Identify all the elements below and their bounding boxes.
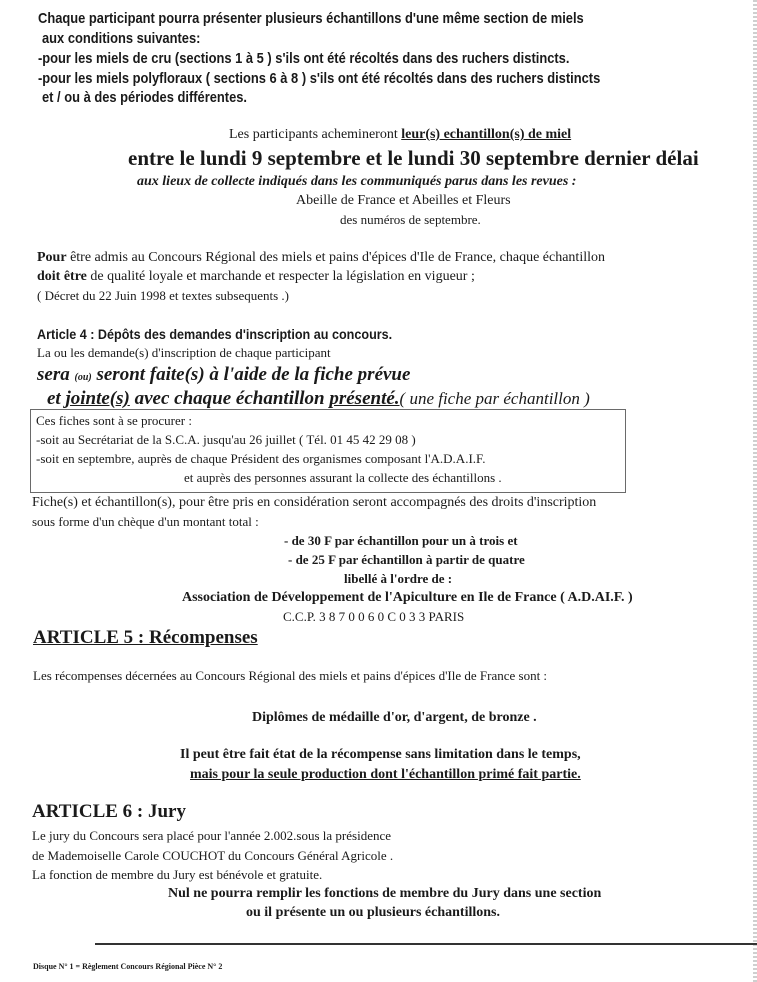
footer-divider bbox=[95, 943, 757, 945]
box-line-3: -soit en septembre, auprès de chaque Président des organismes composant l'A.D.A.I.F. bbox=[36, 451, 486, 466]
article-6-line-1: Le jury du Concours sera placé pour l'année 2.002.sous la présidence bbox=[32, 828, 392, 843]
admission-text-2: de qualité loyale et marchande et respecter la législation en vigueur ; bbox=[86, 269, 475, 284]
article-5-diplomas: Diplômes de médaille d'or, d'argent, de bronze . bbox=[252, 710, 537, 725]
delivery-prefix: Les participants achemineront bbox=[229, 127, 402, 142]
ccp-number: C.C.P. 3 8 7 0 0 6 0 C 0 3 3 PARIS bbox=[283, 609, 465, 624]
intro-line-4: -pour les miels polyfloraux ( sections 6 à 8 ) s'ils ont été récoltés dans des ruchers distincts bbox=[38, 70, 601, 87]
fee-2: - de 25 F par échantillon à partir de quatre bbox=[288, 552, 525, 567]
fees-line-2: sous forme d'un chèque d'un montant total : bbox=[32, 514, 259, 529]
admission-line-2 bbox=[37, 269, 475, 285]
box-line-4: et auprès des personnes assurant la collecte des échantillons . bbox=[184, 470, 502, 485]
big1-ou: (ou) bbox=[74, 372, 92, 383]
page-footer: Disque N° 1 = Règlement Concours Régional Pièce N° 2 bbox=[33, 962, 223, 971]
big2-presente: présenté. bbox=[329, 388, 400, 409]
association-name: Association de Développement de l'Apiculture en Ile de France ( A.D.AI.F. ) bbox=[182, 590, 633, 605]
article-4-big-line-1 bbox=[37, 364, 410, 386]
big2-a: et bbox=[47, 388, 66, 409]
admission-text-1: être admis au Concours Régional des miels et pains d'épices d'Ile de France, chaque échantillon bbox=[66, 250, 605, 265]
big2-note: ( une fiche par échantillon ) bbox=[399, 389, 590, 408]
big2-jointe: jointe(s) bbox=[65, 388, 130, 409]
big1-a: sera bbox=[37, 364, 75, 385]
intro-line-5: et / ou à des périodes différentes. bbox=[42, 89, 248, 106]
article-6-title: ARTICLE 6 : Jury bbox=[32, 801, 186, 822]
article-6-line-2: de Mademoiselle Carole COUCHOT du Concours Général Agricole . bbox=[32, 848, 394, 863]
article-5-note-1: Il peut être fait état de la récompense sans limitation dans le temps, bbox=[180, 747, 581, 762]
article-5-title: ARTICLE 5 : Récompenses bbox=[33, 627, 258, 648]
delivery-journals: Abeille de France et Abeilles et Fleurs bbox=[296, 193, 511, 208]
delivery-intro bbox=[229, 127, 571, 143]
fees-line-1: Fiche(s) et échantillon(s), pour être pris en considération seront accompagnés des droits d'inscription bbox=[32, 495, 597, 510]
delivery-places: aux lieux de collecte indiqués dans les communiqués parus dans les revues : bbox=[137, 174, 577, 189]
article-6-rule-1: Nul ne pourra remplir les fonctions de membre du Jury dans une section bbox=[168, 886, 602, 901]
admission-line-3: ( Décret du 22 Juin 1998 et textes subsequents .) bbox=[37, 288, 290, 303]
article-4-intro: La ou les demande(s) d'inscription de chaque participant bbox=[37, 345, 331, 360]
big1-b: seront faite(s) à l'aide de la fiche prévue bbox=[91, 364, 411, 385]
intro-line-2: aux conditions suivantes: bbox=[42, 30, 201, 47]
delivery-issues: des numéros de septembre. bbox=[340, 212, 481, 227]
article-6-rule-2: ou il présente un ou plusieurs échantillons. bbox=[246, 905, 500, 920]
admission-line-1 bbox=[37, 250, 605, 266]
box-line-2: -soit au Secrétariat de la S.C.A. jusqu'au 26 juillet ( Tél. 01 45 42 29 08 ) bbox=[36, 432, 416, 447]
fee-1: - de 30 F par échantillon pour un à trois et bbox=[284, 533, 518, 548]
admission-bold-1: Pour bbox=[37, 250, 67, 265]
article-6-line-3: La fonction de membre du Jury est bénévole et gratuite. bbox=[32, 867, 323, 882]
delivery-underlined: leur(s) echantillon(s) de miel bbox=[401, 127, 572, 142]
scan-edge bbox=[753, 0, 757, 982]
intro-line-3: -pour les miels de cru (sections 1 à 5 ) s'ils ont été récoltés dans des ruchers distincts. bbox=[38, 50, 570, 67]
big2-b: avec chaque échantillon bbox=[129, 388, 330, 409]
admission-bold-2: doit être bbox=[37, 269, 87, 284]
payable-to: libellé à l'ordre de : bbox=[344, 571, 453, 586]
delivery-dates: entre le lundi 9 septembre et le lundi 30 septembre dernier délai bbox=[128, 146, 699, 170]
box-line-1: Ces fiches sont à se procurer : bbox=[36, 413, 192, 428]
intro-line-1: Chaque participant pourra présenter plusieurs échantillons d'une même section de miels bbox=[38, 10, 584, 27]
article-5-intro: Les récompenses décernées au Concours Régional des miels et pains d'épices d'Ile de France sont : bbox=[33, 668, 548, 683]
article-4-big-line-2 bbox=[47, 388, 590, 410]
article-4-title: Article 4 : Dépôts des demandes d'inscription au concours. bbox=[37, 326, 393, 342]
article-5-note-2: mais pour la seule production dont l'échantillon primé fait partie. bbox=[190, 767, 581, 782]
